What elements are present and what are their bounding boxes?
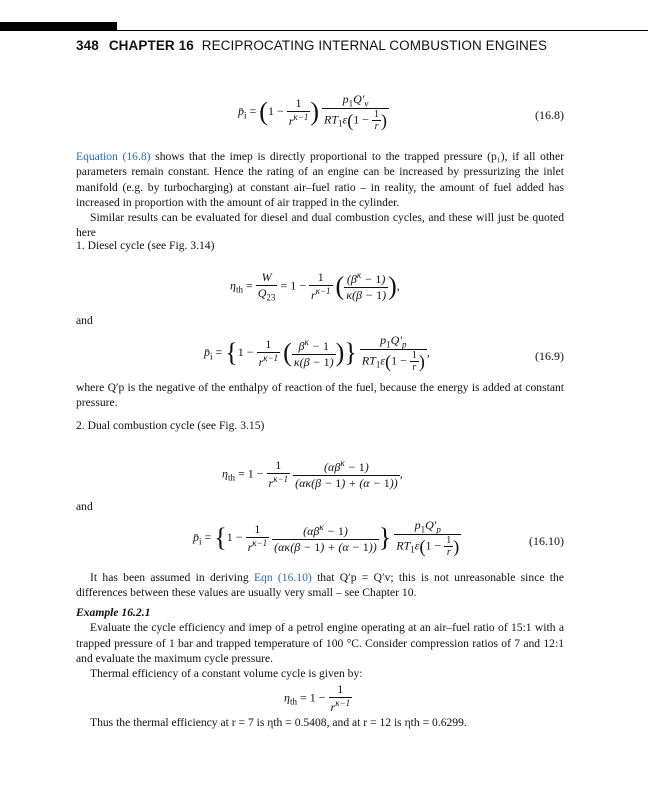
paragraph-similar: Similar results can be evaluated for diesel and dual combustion cycles, and these will just be quoted here [76, 211, 564, 240]
equation-16-8: $p̄_i = (1$ − $\frac{1}{r^{\kappa-1}}$ ) $p_1Q'_v$ $RT_1\varepsilon(1$ − $\frac{1}{r}$ ) [238, 92, 388, 133]
example-text: Evaluate the cycle efficiency and imep of a petrol engine operating at an air–fuel ratio of 15:1 with a trapped pressure of 1 bar and trapped temperature of 100 °C. Consider compression ratios of 7 and 12:1 and evaluate the maximum cycle pressure. [76, 621, 564, 665]
equation-diesel-efficiency: $\eta_{th}$ = $\frac{W}{Q_{23}}$ = 1 − $\frac{1}{r^{\kappa-1}}$ ( $\frac{(\beta^\kappa - 1)}{\kappa(\beta - 1)}$ ), [230, 270, 400, 303]
paragraph-imep: Equation (16.8) shows that the imep is directly proportional to the trapped pressure (p₁), if all other parameters remain constant. Hence the rating of an engine can be increased by pressurizing the inlet manifold (e.g. by turbocharging) at constant air–fuel ratio – in reality, the amount of fuel added has increased in proportion with the amount of air trapped in the cylinder. Similar results can be evaluated for diesel and dual combustion cycles, and these will just be quoted here [76, 150, 564, 240]
header-bar [0, 22, 117, 31]
equation-otto-efficiency: $\eta_{th} = 1$ − $\frac{1}{r^{\kappa-1}}$ [284, 682, 351, 714]
equation-link-16-10[interactable]: Eqn (16.10) [253, 571, 312, 584]
chapter-label: CHAPTER 16 [108, 38, 194, 53]
running-header [76, 38, 547, 53]
equation-number-16-9: (16.9) [535, 349, 564, 363]
final-text: Thus the thermal efficiency at r = 7 is ηth = 0.5408, and at r = 12 is ηth = 0.6299. [90, 716, 467, 729]
paragraph-assumed: It has been assumed in deriving Eqn (16.10) that Q′p = Q′v; this is not unreasonable since the differences between these values are usually very small – see Chapter 10. [76, 571, 564, 600]
and-label-2: and [76, 500, 93, 513]
paragraph-where: where Q′p is the negative of the enthalpy of reaction of the fuel, because the energy is added at constant pressure. [76, 381, 564, 410]
equation-link-16-8[interactable]: Equation (16.8) [76, 150, 151, 163]
equation-number-16-8: (16.8) [535, 108, 564, 122]
equation-number-16-10: (16.10) [529, 534, 564, 548]
equation-16-10: $p̄_i = \{1$ − $\frac{1}{r^{\kappa-1}}$ $\frac{(\alpha\beta^\kappa - 1)}{(\alpha\kappa(\beta - 1) + (\alpha - 1))}$ } $p_1Q'_p$ $RT_1\varepsilon(1$ − $\frac{1}{r}$ ) [193, 518, 460, 559]
example-block [76, 605, 564, 681]
page-number: 348 [76, 38, 99, 53]
equation-16-9: $p̄_i = \{1$ − $\frac{1}{r^{\kappa-1}}$ ( $\frac{\beta^\kappa - 1}{\kappa(\beta - 1)}$ )} $p_1Q'_p$ $RT_1\varepsilon(1$ − $\frac{1}{r}$ ) , [204, 333, 430, 374]
header-rule [117, 30, 648, 31]
chapter-title: RECIPROCATING INTERNAL COMBUSTION ENGINES [201, 38, 548, 53]
example-title: Example 16.2.1 [76, 606, 151, 619]
thermal-text: Thermal efficiency of a constant volume cycle is given by: [90, 667, 363, 681]
equation-dual-efficiency: $\eta_{th} = 1$ − $\frac{1}{r^{\kappa-1}}$ $\frac{(\alpha\beta^\kappa - 1)}{(\alpha\kappa(\beta - 1) + (\alpha - 1))}$ , [222, 458, 403, 490]
list-item-dual: 2. Dual combustion cycle (see Fig. 3.15) [76, 419, 265, 432]
list-item-diesel: 1. Diesel cycle (see Fig. 3.14) [76, 239, 215, 252]
and-label-1: and [76, 314, 93, 327]
